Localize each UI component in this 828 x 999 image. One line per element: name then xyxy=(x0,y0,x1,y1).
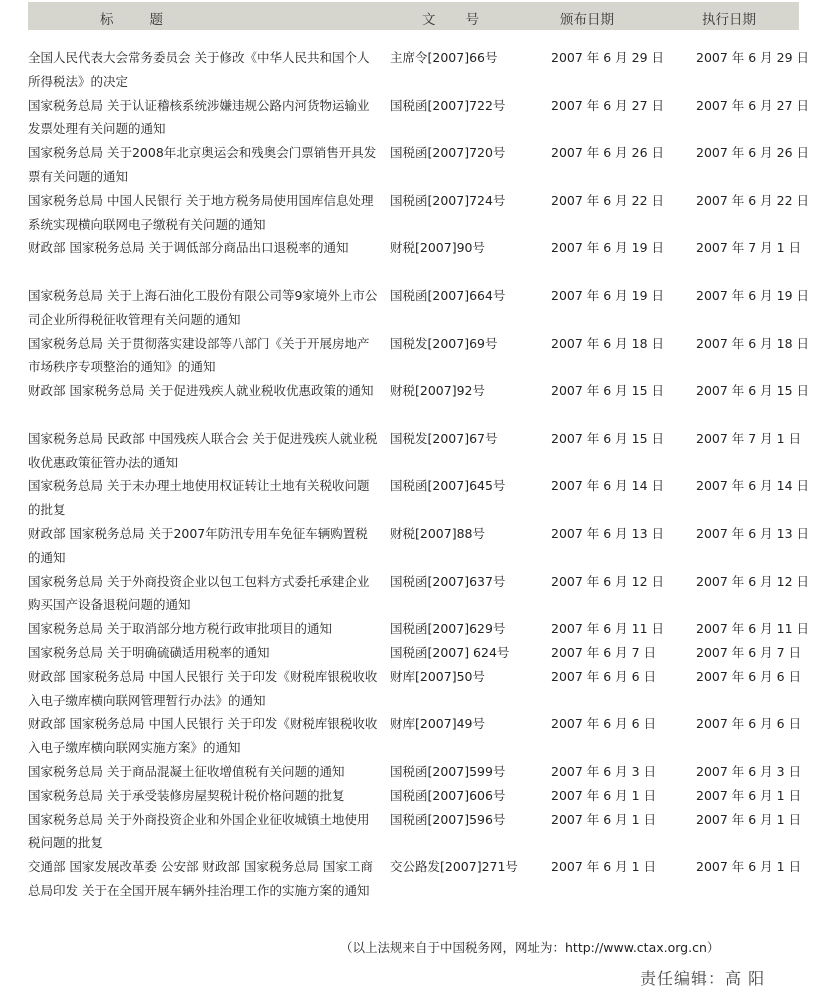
source-note: （以上法规来自于中国税务网，网址为：http://www.ctax.org.cn） xyxy=(340,940,720,955)
row-doc-no: 国税发[2007]69号 xyxy=(390,335,498,351)
table-row xyxy=(28,665,802,713)
row-publish-date: 2007 年 6 月 1 日 xyxy=(551,811,657,827)
row-publish-date: 2007 年 6 月 11 日 xyxy=(551,621,665,637)
row-doc-no: 主席令[2007]66号 xyxy=(390,50,498,65)
row-title: 国家税务总局 关于认证稽核系统涉嫌违规公路内河货物运输业发票处理有关问题的通知 xyxy=(28,97,370,137)
row-effective-date: 2007 年 6 月 12 日 xyxy=(696,573,810,589)
row-publish-date: 2007 年 6 月 6 日 xyxy=(551,668,657,684)
row-title: 财政部 国家税务总局 关于2007年防汛专用车免征车辆购置税的通知 xyxy=(28,525,368,565)
table-row xyxy=(28,236,802,284)
row-title: 国家税务总局 关于2008年北京奥运会和残奥会门票销售开具发票有关问题的通知 xyxy=(28,145,377,184)
row-doc-no: 国税函[2007]629号 xyxy=(390,621,506,637)
table-row xyxy=(28,94,810,142)
row-title: 国家税务总局 关于承受装修房屋契税计税价格问题的批复 xyxy=(28,787,345,803)
row-title: 全国人民代表大会常务委员会 关于修改《中华人民共和国个人所得税法》的决定 xyxy=(28,50,370,89)
header-effective-date: 执行日期 xyxy=(702,12,756,28)
row-effective-date: 2007 年 6 月 26 日 xyxy=(696,145,810,161)
table-row xyxy=(28,46,810,94)
row-doc-no: 财税[2007]90号 xyxy=(390,240,485,256)
table-row xyxy=(28,189,810,237)
row-publish-date: 2007 年 6 月 3 日 xyxy=(551,763,657,779)
header-publish-date: 颁布日期 xyxy=(560,12,614,28)
table-row xyxy=(28,474,810,522)
row-title: 财政部 国家税务总局 关于促进残疾人就业税收优惠政策的通知 xyxy=(28,383,374,399)
row-effective-date: 2007 年 6 月 27 日 xyxy=(696,97,810,113)
row-effective-date: 2007 年 6 月 22 日 xyxy=(696,192,810,208)
row-effective-date: 2007 年 6 月 3 日 xyxy=(696,763,802,779)
row-publish-date: 2007 年 6 月 29 日 xyxy=(551,50,665,65)
row-title: 国家税务总局 中国人民银行 关于地方税务局使用国库信息处理系统实现横向联网电子缴税有关问题的通知 xyxy=(28,192,374,232)
row-publish-date: 2007 年 6 月 19 日 xyxy=(551,240,665,256)
table-row xyxy=(28,379,810,427)
row-effective-date: 2007 年 6 月 1 日 xyxy=(696,859,802,875)
row-doc-no: 国税函[2007]720号 xyxy=(390,145,506,161)
row-publish-date: 2007 年 6 月 1 日 xyxy=(551,859,657,875)
header-doc-no: 文号 xyxy=(422,12,509,28)
row-publish-date: 2007 年 6 月 12 日 xyxy=(551,573,665,589)
table-row xyxy=(28,522,810,570)
row-publish-date: 2007 年 6 月 14 日 xyxy=(551,478,665,494)
row-publish-date: 2007 年 6 月 18 日 xyxy=(551,335,665,351)
row-title: 财政部 国家税务总局 关于调低部分商品出口退税率的通知 xyxy=(28,240,349,256)
table-row xyxy=(28,712,802,760)
row-doc-no: 财库[2007]50号 xyxy=(390,668,485,684)
row-doc-no: 财税[2007]88号 xyxy=(390,525,485,541)
table-row xyxy=(28,641,802,665)
row-doc-no: 财库[2007]49号 xyxy=(390,716,485,732)
table-row xyxy=(28,855,802,926)
row-doc-no: 财税[2007]92号 xyxy=(390,383,485,399)
row-title: 国家税务总局 关于取消部分地方税行政审批项目的通知 xyxy=(28,621,332,637)
table-row xyxy=(28,784,802,808)
table-row xyxy=(28,760,802,784)
row-title: 国家税务总局 关于明确硫磺适用税率的通知 xyxy=(28,644,270,660)
row-publish-date: 2007 年 6 月 6 日 xyxy=(551,716,657,732)
row-title: 交通部 国家发展改革委 公安部 财政部 国家税务总局 国家工商总局印发 关于在全国开展车辆外挂治理工作的实施方案的通知 xyxy=(28,859,373,898)
row-title: 财政部 国家税务总局 中国人民银行 关于印发《财税库银税收收入电子缴库横向联网实施方案》的通知 xyxy=(28,716,378,756)
table-row xyxy=(28,141,810,189)
row-effective-date: 2007 年 6 月 14 日 xyxy=(696,478,810,494)
row-effective-date: 2007 年 6 月 13 日 xyxy=(696,525,810,541)
table-row xyxy=(28,617,810,641)
table-row xyxy=(28,808,802,856)
row-title: 国家税务总局 关于商品混凝土征收增值税有关问题的通知 xyxy=(28,763,345,779)
table-row xyxy=(28,284,810,332)
row-effective-date: 2007 年 6 月 15 日 xyxy=(696,383,810,399)
table-header xyxy=(28,2,799,30)
row-effective-date: 2007 年 7 月 1 日 xyxy=(696,240,802,256)
row-effective-date: 2007 年 6 月 6 日 xyxy=(696,668,802,684)
row-doc-no: 交公路发[2007]271号 xyxy=(390,859,518,875)
row-publish-date: 2007 年 6 月 1 日 xyxy=(551,787,657,803)
row-publish-date: 2007 年 6 月 27 日 xyxy=(551,97,665,113)
row-doc-no: 国税函[2007]637号 xyxy=(390,573,506,589)
row-doc-no: 国税发[2007]67号 xyxy=(390,430,498,446)
row-publish-date: 2007 年 6 月 13 日 xyxy=(551,525,665,541)
row-effective-date: 2007 年 6 月 19 日 xyxy=(696,287,810,303)
row-doc-no: 国税函[2007]606号 xyxy=(390,787,506,803)
row-effective-date: 2007 年 6 月 11 日 xyxy=(696,621,810,637)
row-title: 国家税务总局 关于外商投资企业以包工包料方式委托承建企业购买国产设备退税问题的通知 xyxy=(28,573,370,613)
row-effective-date: 2007 年 6 月 29 日 xyxy=(696,50,810,65)
row-doc-no: 国税函[2007]724号 xyxy=(390,192,506,208)
regulation-list xyxy=(28,46,810,926)
row-publish-date: 2007 年 6 月 15 日 xyxy=(551,383,665,399)
table-row xyxy=(28,332,810,380)
row-publish-date: 2007 年 6 月 7 日 xyxy=(551,644,657,660)
row-title: 国家税务总局 关于贯彻落实建设部等八部门《关于开展房地产市场秩序专项整治的通知》的通知 xyxy=(28,335,370,375)
row-title: 国家税务总局 关于外商投资企业和外国企业征收城镇土地使用税问题的批复 xyxy=(28,811,370,851)
row-effective-date: 2007 年 6 月 7 日 xyxy=(696,644,802,660)
table-row xyxy=(28,427,802,475)
row-effective-date: 2007 年 6 月 1 日 xyxy=(696,811,802,827)
row-publish-date: 2007 年 6 月 19 日 xyxy=(551,287,665,303)
row-title: 财政部 国家税务总局 中国人民银行 关于印发《财税库银税收收入电子缴库横向联网管理暂行办法》的通知 xyxy=(28,668,378,708)
row-doc-no: 国税函[2007]645号 xyxy=(390,478,506,494)
header-title: 标题 xyxy=(100,12,199,28)
row-doc-no: 国税函[2007]599号 xyxy=(390,763,506,779)
row-doc-no: 国税函[2007] 624号 xyxy=(390,644,510,660)
row-doc-no: 国税函[2007]664号 xyxy=(390,287,506,303)
row-effective-date: 2007 年 6 月 6 日 xyxy=(696,716,802,732)
row-title: 国家税务总局 关于上海石油化工股份有限公司等9家境外上市公司企业所得税征收管理有关问题的通知 xyxy=(28,287,378,327)
row-publish-date: 2007 年 6 月 26 日 xyxy=(551,145,665,161)
editor-credit: 责任编辑：高 阳 xyxy=(640,969,766,988)
row-doc-no: 国税函[2007]596号 xyxy=(390,811,506,827)
row-publish-date: 2007 年 6 月 22 日 xyxy=(551,192,665,208)
row-doc-no: 国税函[2007]722号 xyxy=(390,97,506,113)
row-title: 国家税务总局 民政部 中国残疾人联合会 关于促进残疾人就业税收优惠政策征管办法的通知 xyxy=(28,430,378,470)
row-effective-date: 2007 年 7 月 1 日 xyxy=(696,430,802,446)
row-effective-date: 2007 年 6 月 1 日 xyxy=(696,787,802,803)
row-effective-date: 2007 年 6 月 18 日 xyxy=(696,335,810,351)
row-publish-date: 2007 年 6 月 15 日 xyxy=(551,430,665,446)
row-title: 国家税务总局 关于未办理土地使用权证转让土地有关税收问题的批复 xyxy=(28,478,370,518)
table-row xyxy=(28,570,810,618)
